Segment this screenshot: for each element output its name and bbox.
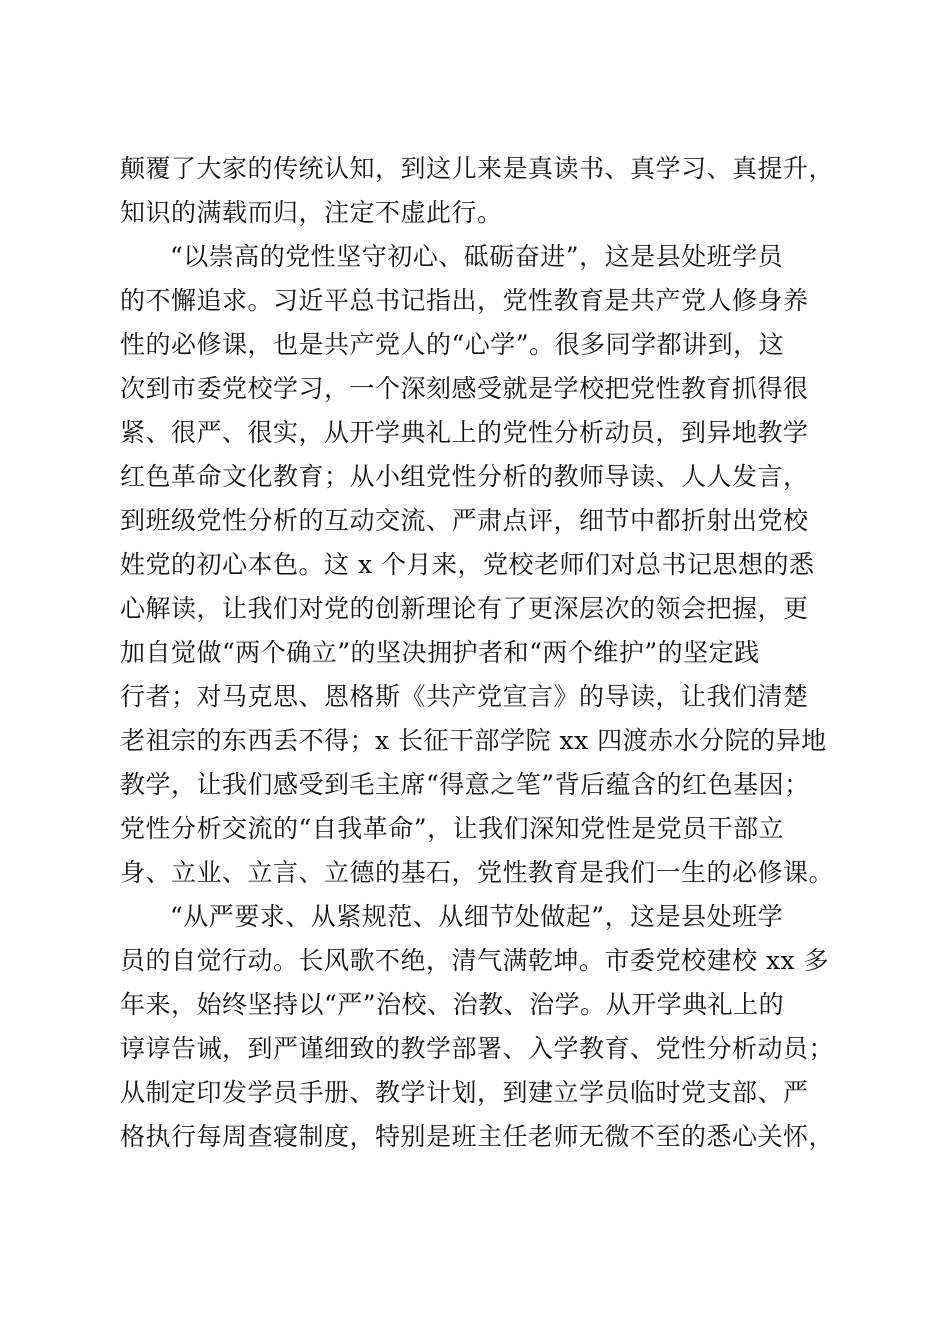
text-line: 从制定印发学员手册、教学计划，到建立学员临时党支部、严 — [120, 1078, 809, 1107]
text-line: 红色革命文化教育；从小组党性分析的教师导读、人人发言， — [120, 462, 809, 491]
text-line: 谆谆告诫，到严谨细致的教学部署、入学教育、党性分析动员； — [120, 1034, 835, 1063]
paragraph-start-line: “从严要求、从紧规范、从细节处做起”，这是县处班学 — [170, 902, 784, 931]
text-line: 党性分析交流的“自我革命”，让我们深知党性是党员干部立 — [120, 814, 785, 843]
text-line: 年来，始终坚持以“严”治校、治教、治学。从开学典礼上的 — [120, 990, 785, 1019]
paragraph-start-line: “以崇高的党性坚守初心、砥砺奋进”，这是县处班学员 — [170, 242, 784, 271]
text-line: 姓党的初心本色。这 x 个月来，党校老师们对总书记思想的悉 — [120, 550, 815, 579]
text-line: 身、立业、立言、立德的基石，党性教育是我们一生的必修课。 — [120, 858, 835, 887]
text-line: 的不懈追求。习近平总书记指出，党性教育是共产党人修身养 — [120, 286, 809, 315]
text-line: 紧、很严、很实，从开学典礼上的党性分析动员，到异地教学 — [120, 418, 809, 447]
text-line: 格执行每周查寝制度，特别是班主任老师无微不至的悉心关怀， — [120, 1122, 835, 1151]
text-line: 到班级党性分析的互动交流、严肃点评，细节中都折射出党校 — [120, 506, 809, 535]
text-line: 知识的满载而归，注定不虚此行。 — [120, 198, 503, 227]
text-line: 次到市委党校学习，一个深刻感受就是学校把党性教育抓得很 — [120, 374, 809, 403]
text-line: 行者；对马克思、恩格斯《共产党宣言》的导读，让我们清楚 — [120, 682, 809, 711]
text-line: 教学，让我们感受到毛主席“得意之笔”背后蕴含的红色基因； — [120, 770, 810, 799]
text-line: 性的必修课，也是共产党人的“心学”。很多同学都讲到，这 — [120, 330, 785, 359]
text-line: 员的自觉行动。长风歌不绝，清气满乾坤。市委党校建校 xx 多 — [120, 946, 830, 975]
text-line: 心解读，让我们对党的创新理论有了更深层次的领会把握，更 — [120, 594, 809, 623]
text-line: 颠覆了大家的传统认知，到这儿来是真读书、真学习、真提升， — [120, 154, 835, 183]
text-line: 加自觉做“两个确立”的坚决拥护者和“两个维护”的坚定践 — [120, 638, 760, 667]
text-line: 老祖宗的东西丢不得；x 长征干部学院 xx 四渡赤水分院的异地 — [120, 726, 827, 755]
